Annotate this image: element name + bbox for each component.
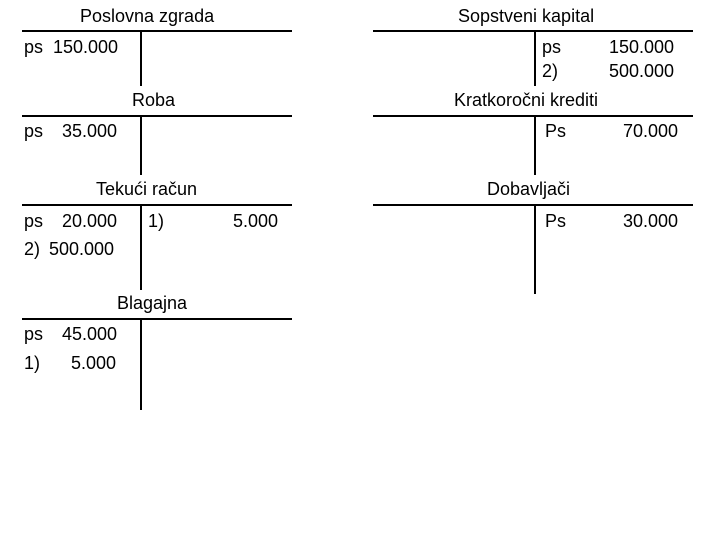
credit-amount: 150.000 bbox=[609, 37, 675, 57]
account-top-line bbox=[22, 204, 292, 206]
credit-amount: 5.000 bbox=[233, 211, 279, 231]
account-top-line bbox=[373, 30, 693, 32]
account-divider bbox=[140, 30, 142, 86]
debit-amount: 35.000 bbox=[62, 121, 118, 141]
account-top-line bbox=[373, 115, 693, 117]
debit-label: ps bbox=[24, 121, 44, 141]
account-top-line bbox=[22, 30, 292, 32]
credit-label: Ps bbox=[545, 211, 567, 231]
debit-label: ps bbox=[24, 324, 44, 344]
account-divider bbox=[140, 318, 142, 410]
credit-label: 2) bbox=[542, 61, 559, 81]
account-divider bbox=[534, 30, 536, 86]
account-top-line bbox=[22, 318, 292, 320]
debit-label: 2) bbox=[24, 239, 41, 259]
debit-amount: 45.000 bbox=[62, 324, 118, 344]
credit-amount: 70.000 bbox=[623, 121, 679, 141]
debit-label: ps bbox=[24, 211, 44, 231]
account-divider bbox=[140, 204, 142, 290]
debit-amount: 500.000 bbox=[49, 239, 115, 259]
credit-amount: 30.000 bbox=[623, 211, 679, 231]
account-title: Dobavljači bbox=[487, 179, 571, 199]
credit-label: Ps bbox=[545, 121, 567, 141]
account-title: Sopstveni kapital bbox=[458, 6, 595, 26]
credit-amount: 500.000 bbox=[609, 61, 675, 81]
account-title: Blagajna bbox=[117, 293, 188, 313]
account-title: Kratkoročni krediti bbox=[454, 90, 599, 110]
debit-amount: 20.000 bbox=[62, 211, 118, 231]
account-top-line bbox=[22, 115, 292, 117]
credit-label: ps bbox=[542, 37, 562, 57]
account-divider bbox=[140, 115, 142, 175]
credit-label: 1) bbox=[148, 211, 165, 231]
account-title: Poslovna zgrada bbox=[80, 6, 215, 26]
account-title: Tekući račun bbox=[96, 179, 198, 199]
debit-amount: 150.000 bbox=[53, 37, 119, 57]
account-top-line bbox=[373, 204, 693, 206]
account-divider bbox=[534, 204, 536, 294]
debit-amount: 5.000 bbox=[71, 353, 117, 373]
debit-label: ps bbox=[24, 37, 44, 57]
account-title: Roba bbox=[132, 90, 176, 110]
debit-label: 1) bbox=[24, 353, 41, 373]
account-divider bbox=[534, 115, 536, 175]
